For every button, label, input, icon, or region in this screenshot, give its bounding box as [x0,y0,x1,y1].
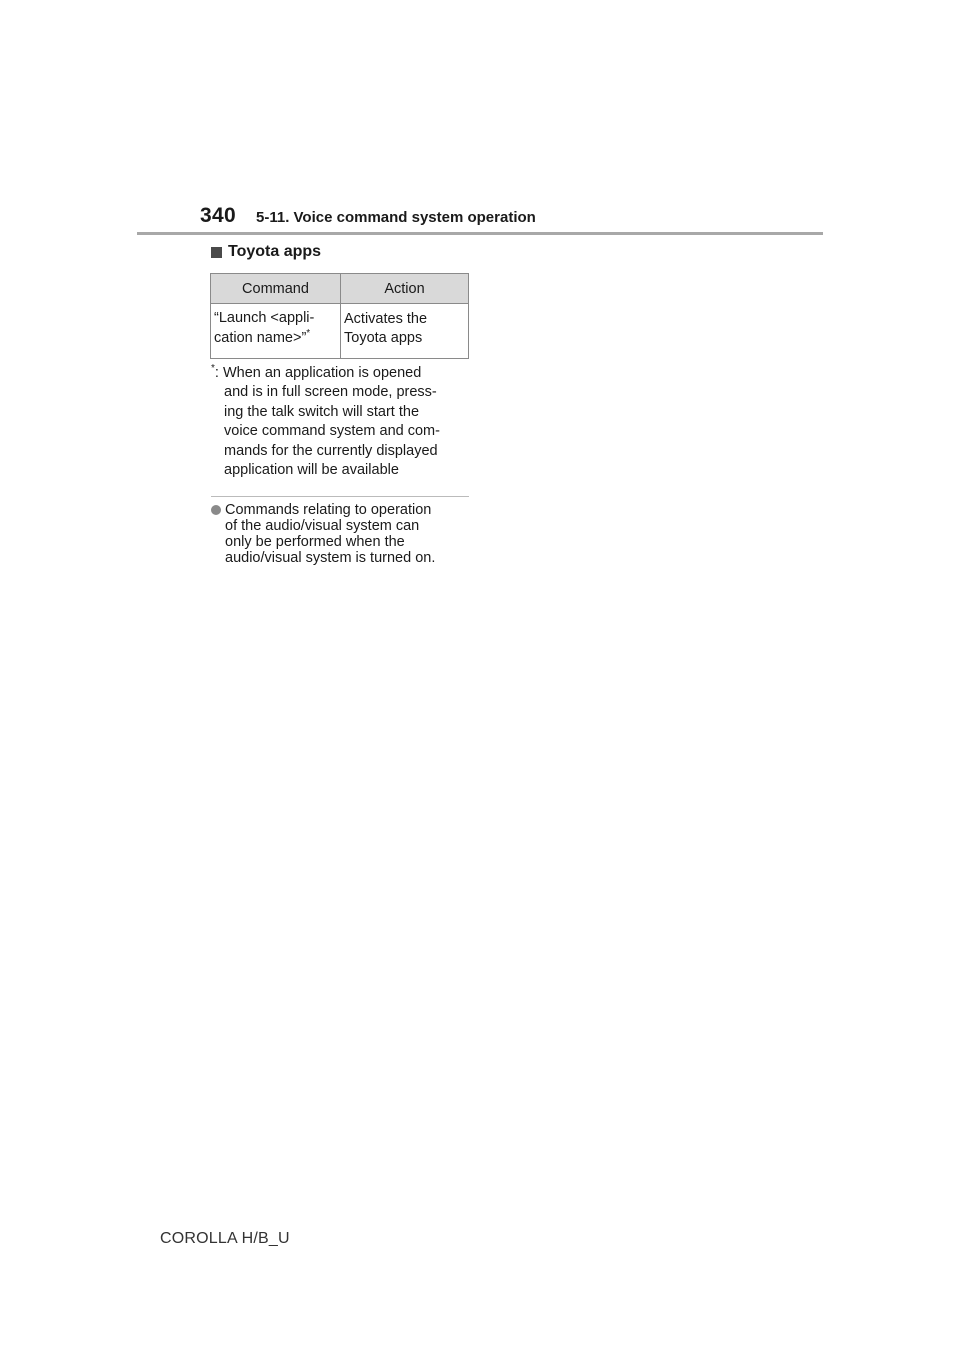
footnote-line: application will be available [224,462,399,479]
footer-model: COROLLA H/B_U [160,1230,290,1247]
note-text [225,502,435,566]
column-header-action: Action [341,274,469,304]
round-bullet-icon [211,505,221,515]
subsection-heading [211,243,321,261]
action-text-line2: Toyota apps [344,330,423,346]
page-number: 340 [200,204,236,227]
action-text-line1: Activates the [344,311,428,327]
footnote-lead: : When an application is opened [214,365,422,381]
note-line: audio/visual system is turned on. [225,550,436,566]
action-cell [341,304,469,359]
command-text-line1: “Launch <appli- [214,310,315,326]
footnote-marker: * [306,328,311,340]
footnote [211,364,471,480]
table-header-row [211,274,469,304]
column-header-command: Command [211,274,341,304]
header-divider [137,232,823,235]
command-text-line2: cation name>” [214,330,307,346]
footnote-line: mands for the currently displayed [224,442,438,459]
page-header [200,200,800,234]
note-line: only be performed when the [225,534,405,550]
footnote-mark: * [211,363,215,375]
note-line: Commands relating to operation [225,502,432,518]
footnote-line: ing the talk switch will start the [224,403,420,420]
section-title: 5-11. Voice command system operation [256,209,536,226]
subsection-title: Toyota apps [228,243,322,260]
footnote-line: voice command system and com- [224,423,440,440]
note-item [211,502,471,566]
note-line: of the audio/visual system can [225,518,420,534]
command-table [210,273,469,359]
table-row [211,304,469,359]
square-bullet-icon [211,247,222,258]
footnote-line: and is in full screen mode, press- [224,384,437,401]
command-cell [211,304,341,359]
note-divider [211,496,469,497]
